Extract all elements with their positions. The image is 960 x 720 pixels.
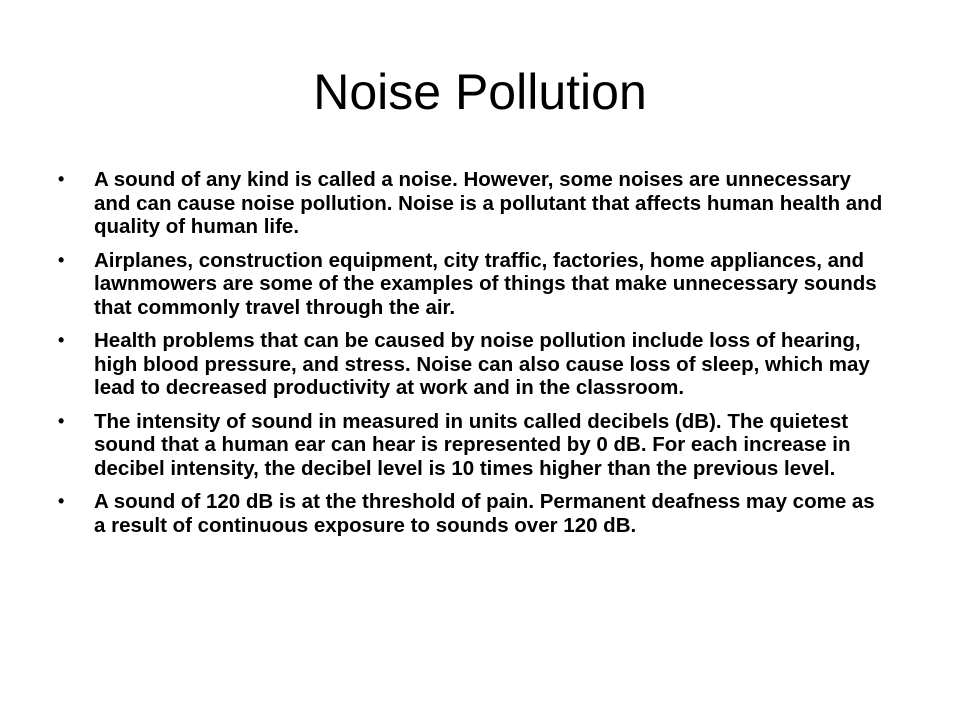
bullet-text-4: The intensity of sound in measured in units called decibels (dB). The quietest sound that a human ear can hear is represented by 0 dB. For each increase in decibel intensity, the decibel level is 10 times higher than the previous level. <box>94 409 851 480</box>
bullet-list <box>58 168 888 547</box>
slide-title: Noise Pollution <box>313 64 647 120</box>
bullet-text-3: Health problems that can be caused by noise pollution include loss of hearing, high blood pressure, and stress. Noise can also cause loss of sleep, which may lead to decreased productivity at work and in the classroom. <box>94 329 870 399</box>
bullet-dot-icon: • <box>58 491 65 511</box>
bullet-item-3 <box>58 329 888 400</box>
bullet-dot-icon: • <box>58 410 65 431</box>
bullet-item-2 <box>58 249 888 320</box>
bullet-item-5 <box>58 490 888 537</box>
bullet-text-1: A sound of any kind is called a noise. However, some noises are unnecessary and can cause noise pollution. Noise is a pollutant that affects human health and quality of human life. <box>94 168 883 238</box>
bullet-item-4 <box>58 410 888 481</box>
bullet-dot-icon: • <box>58 249 65 270</box>
bullet-text-5: A sound of 120 dB is at the threshold of pain. Permanent deafness may come as a result of continuous exposure to sounds over 120 dB. <box>94 490 875 537</box>
bullet-dot-icon: • <box>58 169 65 189</box>
bullet-dot-icon: • <box>58 330 65 350</box>
bullet-item-1 <box>58 168 888 239</box>
bullet-text-2: Airplanes, construction equipment, city traffic, factories, home appliances, and lawnmowers are some of the examples of things that make unnecessary sounds that commonly travel through the air. <box>94 248 877 319</box>
